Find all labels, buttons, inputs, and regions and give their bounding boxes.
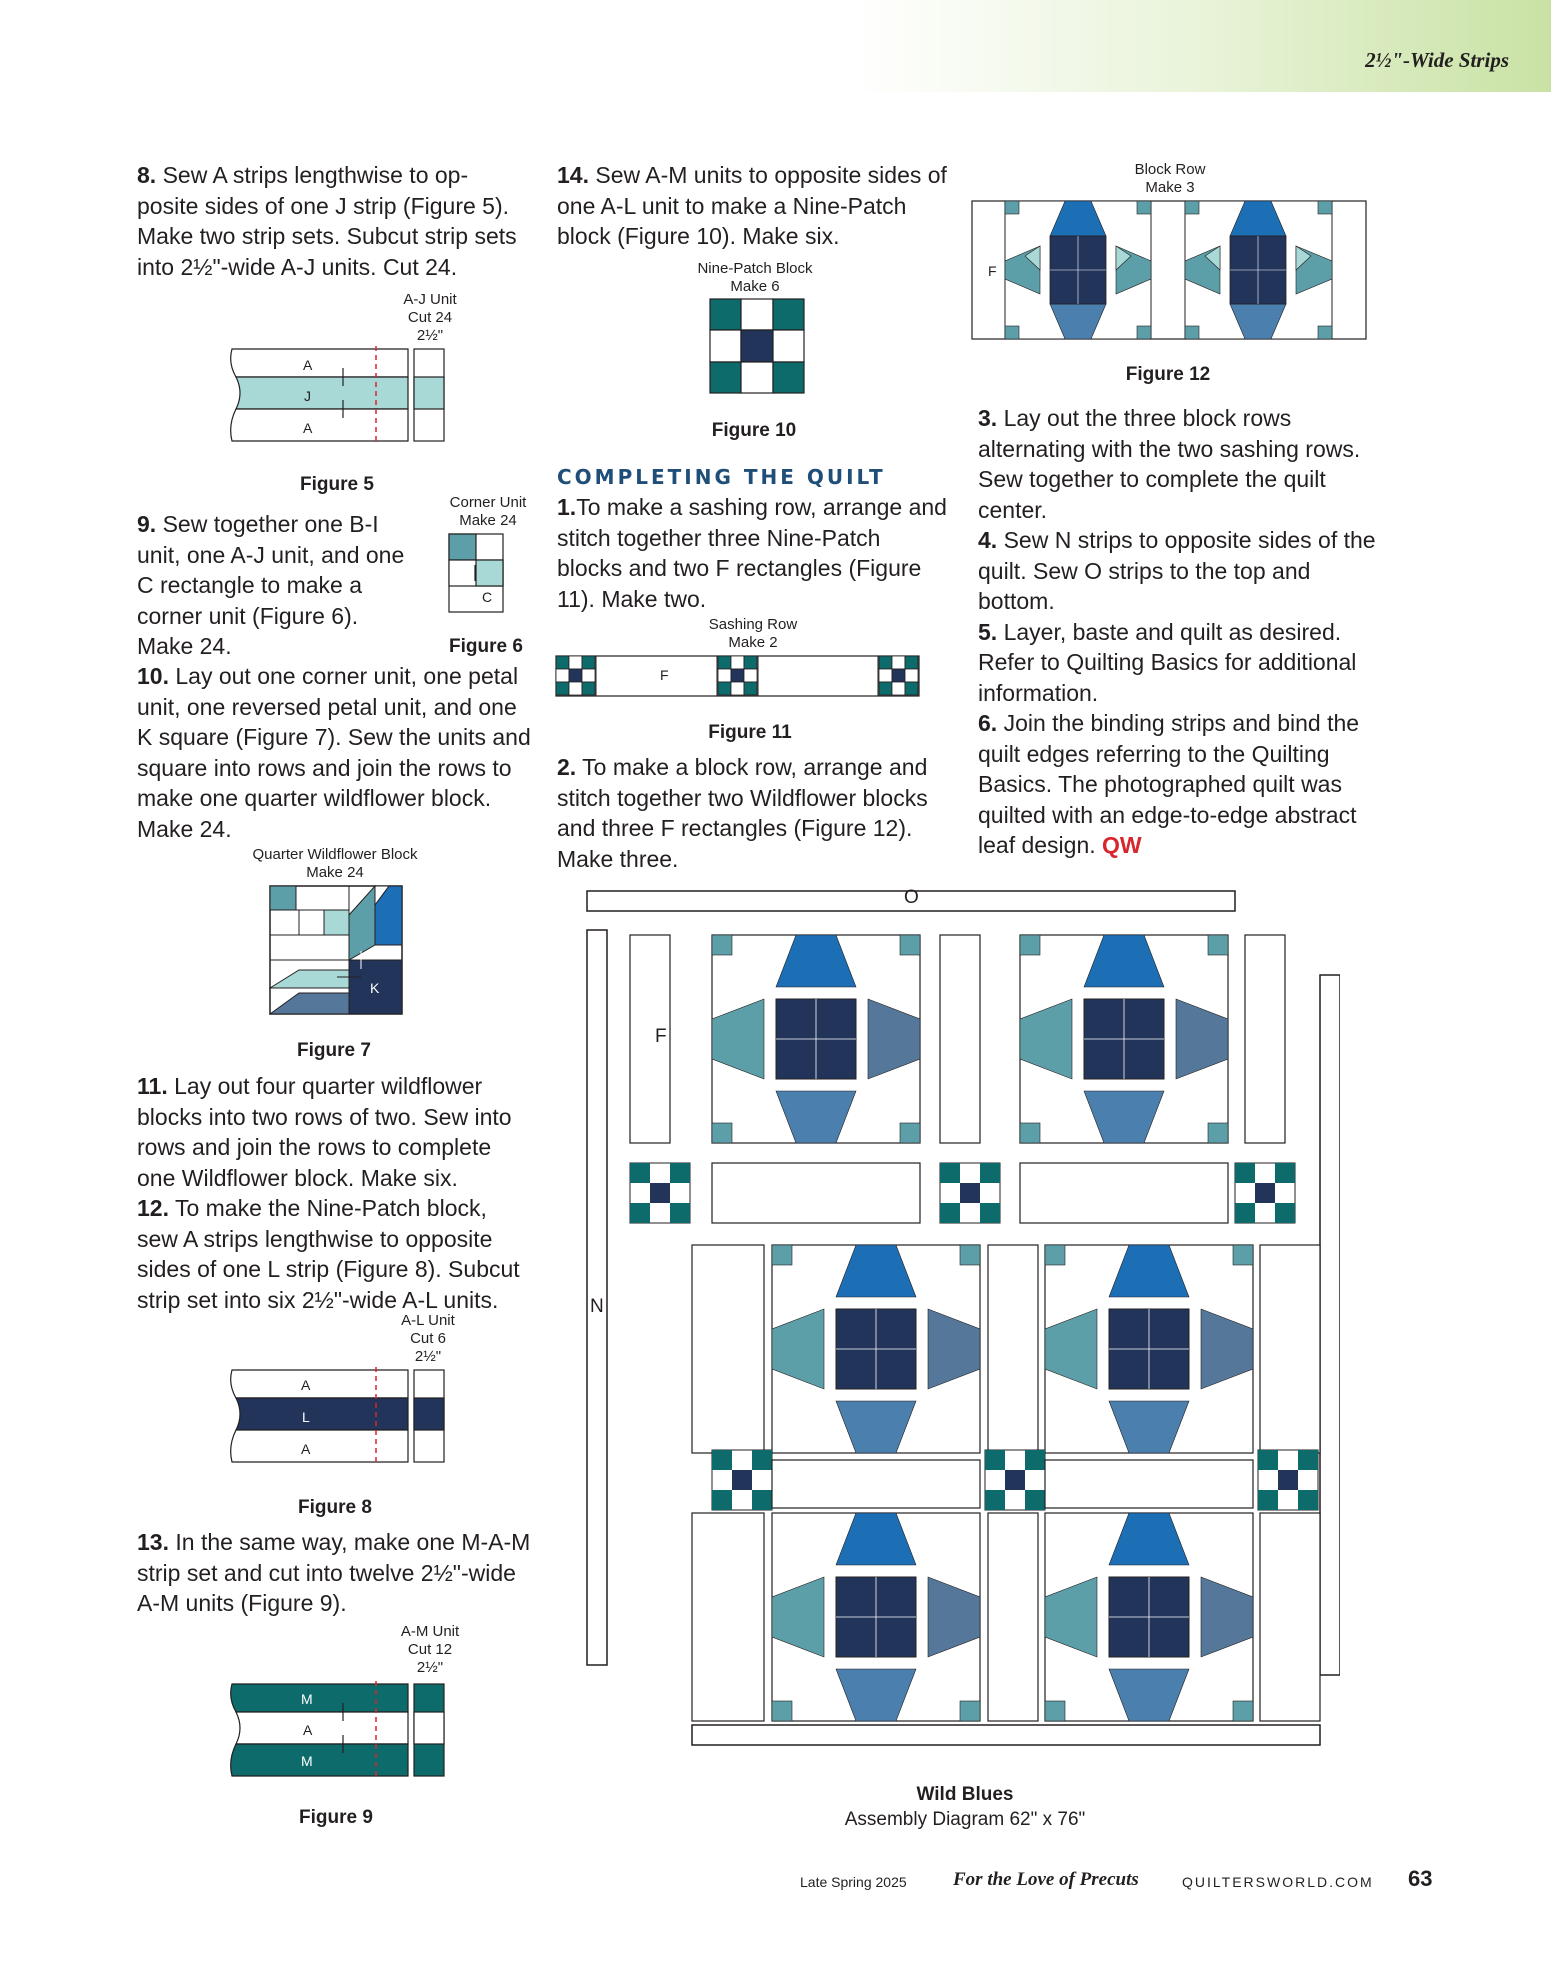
fig8-label-a-bottom: A <box>301 1441 311 1457</box>
assembly-label-o: O <box>904 887 919 908</box>
fig9-title-line1: A-M Unit <box>400 1623 460 1640</box>
fig10-title-line1: Nine-Patch Block <box>697 260 813 277</box>
step-text: Lay out the three block rows alternating with the two sashing rows. Sew together to complete the quilt center. <box>978 405 1361 523</box>
step-number: 2. <box>557 754 577 780</box>
fig11-title <box>678 616 828 652</box>
step-completing-2 <box>557 752 952 874</box>
fig6-label-c: C <box>482 589 493 605</box>
fig10-title <box>680 260 830 296</box>
assembly-label-f: F <box>655 1026 667 1047</box>
fig5-title-line2: Cut 24 <box>407 309 453 326</box>
fig8-label-l: L <box>302 1409 310 1425</box>
assembly-title-line: Wild Blues <box>916 1784 1014 1805</box>
step-number: 12. <box>137 1195 169 1221</box>
fig5-title-line1: A-J Unit <box>403 291 457 308</box>
figure-11-diagram <box>555 655 920 697</box>
figure-6-diagram <box>448 533 504 613</box>
fig5-title <box>380 291 480 345</box>
fig12-title-line1: Block Row <box>1134 161 1206 178</box>
step-8 <box>137 160 527 282</box>
figure-10-diagram <box>709 298 805 394</box>
fig10-title-line2: Make 6 <box>730 278 780 295</box>
assembly-block-1 <box>712 935 920 1143</box>
assembly-sashing-row-1 <box>630 1163 1295 1223</box>
section-heading: COMPLETING THE QUILT <box>557 465 886 489</box>
step-number: 5. <box>978 618 998 645</box>
step-13 <box>137 1527 532 1619</box>
fig8-title-line1: A-L Unit <box>401 1312 455 1329</box>
page-number: 63 <box>1408 1866 1433 1891</box>
footer-magazine: For the Love of Precuts <box>953 1869 1139 1890</box>
figure-5-diagram <box>228 346 450 444</box>
figure-9-diagram <box>228 1681 450 1779</box>
fig11-label-f: F <box>660 667 669 683</box>
fig8-title-line2: Cut 6 <box>410 1330 446 1347</box>
assembly-block-2 <box>1020 935 1228 1143</box>
step-text: Lay out one corner unit, one petal unit, one reversed petal unit, and one K square (Figure 7). Sew the units and square into rows and join the rows to make one quarter wildflower block. Make 24. <box>137 663 531 842</box>
fig5-label-a-bottom: A <box>303 420 313 436</box>
figure-7-diagram <box>269 885 403 1015</box>
step-text: To make the Nine-Patch block, sew A strips lengthwise to opposite sides of one L strip (Figure 8). Subcut strip set into six 2½"-wide A-L units. <box>137 1195 520 1313</box>
step-text: Lay out four quarter wildflower blocks into two rows of two. Sew into rows and join the rows to complete one Wildflower block. Make six. <box>137 1073 512 1191</box>
assembly-block-5 <box>772 1513 980 1721</box>
step-10 <box>137 661 532 844</box>
assembly-subtitle-line: Assembly Diagram 62" x 76" <box>844 1809 1086 1830</box>
fig5-label-a-top: A <box>303 357 313 373</box>
fig10-caption: Figure 10 <box>711 420 797 441</box>
fig12-caption: Figure 12 <box>1125 364 1211 385</box>
fig6-title-line2: Make 24 <box>459 512 517 529</box>
fig12-title <box>1095 161 1245 197</box>
footer-site: QUILTERSWORLD.COM <box>1182 1874 1374 1890</box>
fig5-caption: Figure 5 <box>300 474 374 495</box>
step-text: Sew N strips to opposite sides of the quilt. Sew O strips to the top and bottom. <box>978 527 1376 614</box>
completing-section <box>557 462 952 614</box>
step-text: To make a sashing row, arrange and stitch together three Nine-Patch blocks and two F rectangles (Figure 11). Make two. <box>557 494 947 612</box>
fig9-title <box>380 1623 480 1677</box>
fig7-label-k: K <box>370 980 380 996</box>
figure-8-diagram <box>228 1367 450 1465</box>
fig6-title <box>443 494 533 530</box>
fig6-title-line1: Corner Unit <box>449 494 527 511</box>
assembly-label-n: N <box>590 1296 604 1317</box>
fig11-title-line1: Sashing Row <box>708 616 798 633</box>
step-number: 9. <box>137 511 157 537</box>
fig7-title <box>235 846 435 882</box>
fig8-title <box>378 1312 478 1366</box>
footer-issue: Late Spring 2025 <box>800 1874 907 1890</box>
step-text: To make a block row, arrange and stitch together two Wildflower blocks and three F rectangles (Figure 12). Make three. <box>557 754 928 872</box>
step-text: In the same way, make one M-A-M strip set and cut into twelve 2½"-wide A-M units (Figure 9). <box>137 1529 531 1616</box>
fig9-label-a: A <box>303 1722 313 1738</box>
step-text: Join the binding strips and bind the quilt edges referring to the Quilting Basics. The photographed quilt was quilted with an edge-to-edge abstract leaf design. <box>978 710 1360 858</box>
page-footer <box>800 1866 1500 1896</box>
fig9-label-m-top: M <box>301 1691 313 1707</box>
assembly-title <box>760 1782 1170 1832</box>
fig11-title-line2: Make 2 <box>728 634 778 651</box>
fig6-caption: Figure 6 <box>449 636 523 657</box>
assembly-block-4 <box>1045 1245 1253 1453</box>
fig12-title-line2: Make 3 <box>1145 179 1195 196</box>
fig7-title-line2: Make 24 <box>306 864 364 881</box>
step-number: 6. <box>978 710 998 736</box>
fig5-label-j: J <box>304 388 311 404</box>
step-number: 13. <box>137 1529 169 1555</box>
fig9-label-m-bottom: M <box>301 1753 313 1769</box>
fig7-caption: Figure 7 <box>297 1040 371 1061</box>
fig8-label-a-top: A <box>301 1377 311 1393</box>
fig8-caption: Figure 8 <box>298 1497 372 1518</box>
step-number: 14. <box>557 162 589 188</box>
step-text: Layer, baste and quilt as desired. Refer to Quilting Basics for additional information. <box>978 618 1357 706</box>
step-text: Sew together one B-I unit, one A-J unit, and one C rectangle to make a corner unit (Figure 6). Make 24. <box>137 511 405 659</box>
step-number: 4. <box>978 527 998 553</box>
step-number: 3. <box>978 405 998 431</box>
fig9-title-line2: Cut 12 <box>407 1641 453 1658</box>
fig12-block-2 <box>1185 201 1332 339</box>
step-number: 8. <box>137 162 157 188</box>
fig12-block-1 <box>1005 201 1151 339</box>
assembly-diagram <box>580 885 1340 1750</box>
step-number: 11. <box>137 1073 168 1099</box>
end-mark: QW <box>1102 832 1142 858</box>
step-number: 1. <box>557 494 577 520</box>
fig8-title-line3: 2½" <box>414 1348 442 1365</box>
step-text: Sew A strips lengthwise to op-posite sides of one J strip (Figure 5). Make two strip sets. Subcut strip sets into 2½"-wide A-J units. Cut 24. <box>137 162 517 280</box>
fig9-title-line3: 2½" <box>416 1659 444 1676</box>
running-head: 2½"-Wide Strips <box>1365 48 1509 72</box>
step-number: 10. <box>137 663 169 689</box>
completing-steps-right <box>978 403 1378 861</box>
step-11 <box>137 1071 532 1193</box>
fig9-caption: Figure 9 <box>299 1807 373 1828</box>
fig12-label-f: F <box>988 263 997 279</box>
fig5-title-line3: 2½" <box>416 327 444 344</box>
assembly-block-3 <box>772 1245 980 1453</box>
assembly-block-6 <box>1045 1513 1253 1721</box>
figure-12-diagram <box>971 200 1367 340</box>
header-band <box>0 0 1551 92</box>
assembly-sashing-row-2 <box>712 1450 1318 1510</box>
step-9 <box>137 509 417 662</box>
fig11-caption: Figure 11 <box>708 722 792 743</box>
fig7-title-line1: Quarter Wildflower Block <box>252 846 418 863</box>
step-text: Sew A-M units to opposite sides of one A-L unit to make a Nine-Patch block (Figure 10). Make six. <box>557 162 947 249</box>
step-12 <box>137 1193 532 1315</box>
step-14 <box>557 160 952 252</box>
